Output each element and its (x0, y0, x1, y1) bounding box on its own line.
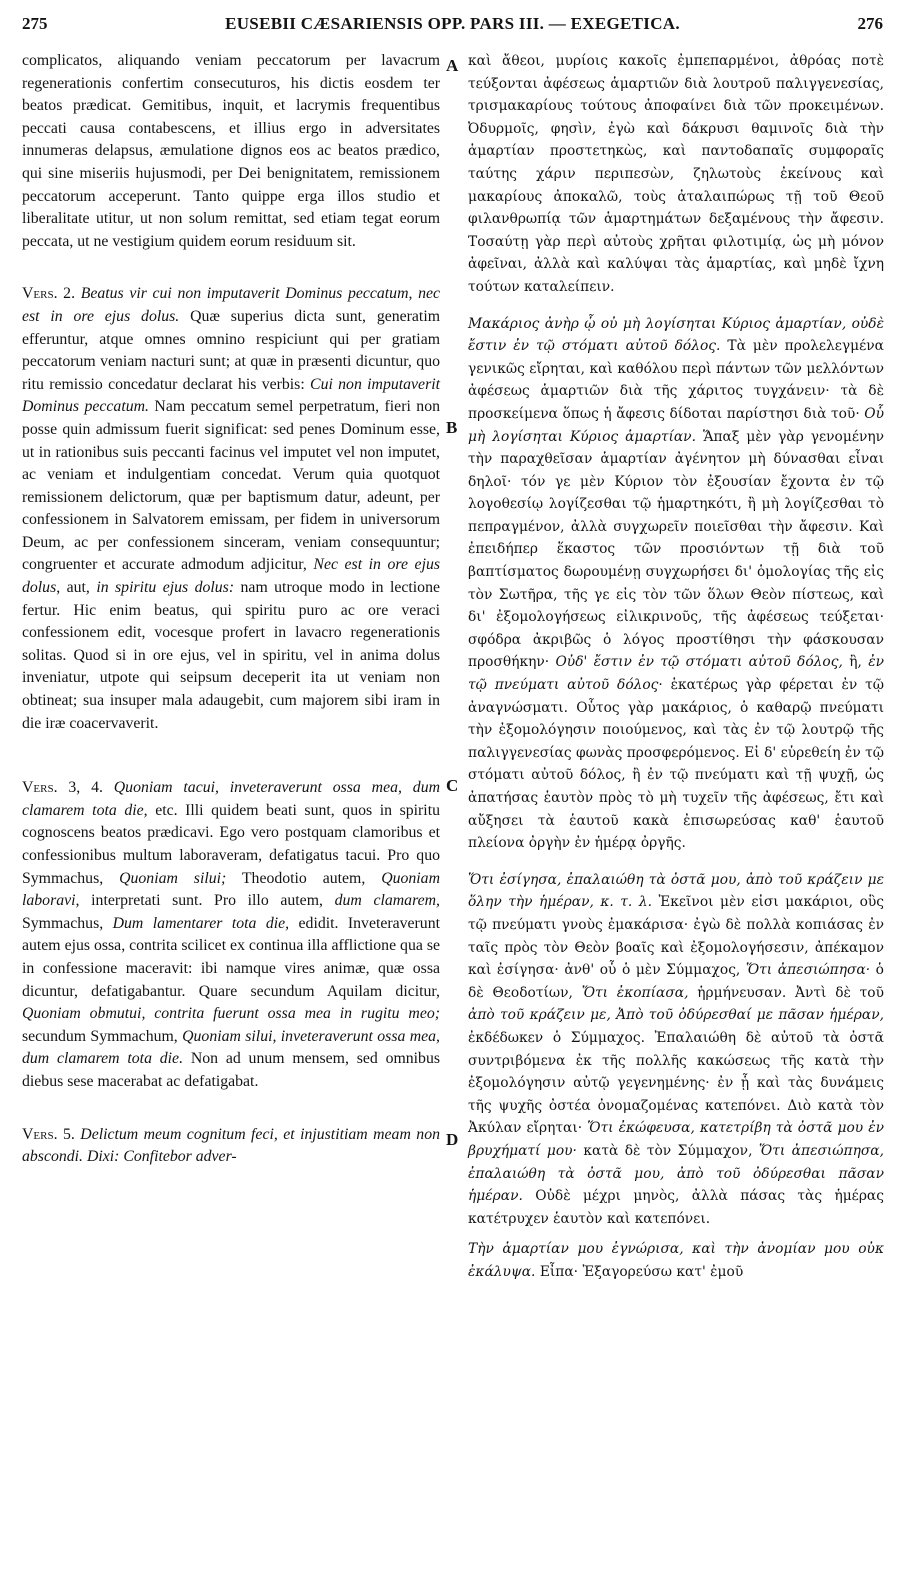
greek-quote: Ὅτι ἀπεσιώπησα· (745, 962, 871, 979)
latin-quote: Nec est in ore ejus dolus (22, 556, 441, 597)
latin-text: Non ad unum mensem, sed omnibus diebus sese macerabat ac defatigabat. (22, 1050, 440, 1090)
latin-paragraph (22, 283, 440, 735)
latin-text: edidit. Inveteraverunt autem ejus ossa, contrita scilicet ex continua illa afflictione qua se in confessione maceravit: ibi namque vires animæ, quæ ossa dicuntur, defatigabantur. Quare secundum Aquilam dicitur, (22, 914, 440, 1000)
greek-quote: Ἀπὸ τοῦ ὀδύρεσθαί με πᾶσαν ἡμέραν, (616, 1007, 885, 1024)
latin-paragraph (22, 50, 440, 253)
margin-mark-b: B (446, 418, 458, 437)
latin-column (22, 50, 440, 1169)
greek-text: καὶ ἄθεοι, μυρίοις κακοῖς ἐμπεπαρμένοι, ἀθρόας ποτὲ τεύξονται ἀφέσεως ἁμαρτιῶν διὰ λουτροῦ παλιγγενεσίας, τρισμακαρίους τούτους ἀποφαίνει διὰ τῶν προκειμένων. Ὀδυρμοῖς, φησὶν, ἐγὼ καὶ δάκρυσι θαμινοῖς διὰ τὴν ἁμαρτίαν προστετηκὼς, καὶ παντοδαπαῖς συμφοραῖς ταύτης χάριν περιπεσὼν, ζηλωτοὺς ἐκείνους καὶ μακαρίους ἀποκαλῶ, τοὺς ἀταλαιπώρως τῇ τοῦ Θεοῦ φιλανθρωπίᾳ τῶν ἁμαρτημάτων δεξαμένους τὴν ἄφεσιν. Τοσαύτῃ γὰρ περὶ αὐτοὺς χρῆται φιλοτιμίᾳ, ὡς μὴ μόνον ἀφεῖναι, ἀλλὰ καὶ καλύψαι τὰς ἁμαρτίας, καὶ μηδὲ ἴχνη τούτων καταλείπειν. (468, 53, 884, 295)
greek-quote: ἐν τῷ πνεύματι αὐτοῦ δόλος· (468, 654, 885, 694)
latin-text: secundum Symmachum, (22, 1027, 178, 1045)
latin-quote: Dum lamentarer tota die, (112, 914, 290, 932)
greek-quote: ἀπὸ τοῦ κράζειν με, (468, 1007, 611, 1024)
verse-quote-greek: Μακάριος ἀνὴρ ᾧ οὐ μὴ λογίσηται Κύριος ἁμαρτίαν, οὐδὲ ἔστιν ἐν τῷ στόματι αὐτοῦ δόλος. (468, 315, 884, 355)
verse-quote: Delictum meum cognitum feci, et injustitiam meam non abscondi. Dixi: Confitebor adver- (22, 1125, 440, 1166)
latin-quote: Quoniam laboravi, (22, 869, 440, 910)
latin-text: Quæ superius dicta sunt, generatim efferuntur, atque omnes omnino respiciunt qui per gratiam peccatorum veniam nacturi sunt; at quæ in præsenti dicuntur, quo ritu remissio concedatur declarat his verbis: (22, 307, 440, 393)
verse-quote-greek: Ὅτι ἐσίγησα, ἐπαλαιώθη τὰ ὀστᾶ μου, ἀπὸ τοῦ κράζειν με ὅλην τὴν ἡμέραν, κ. τ. λ. (468, 871, 884, 911)
latin-text: Symmachus, (22, 914, 104, 932)
running-header (22, 10, 883, 40)
greek-column (468, 50, 884, 1283)
verse-quote-greek: Τὴν ἁμαρτίαν μου ἐγνώρισα, καὶ τὴν ἀνομίαν μου οὐκ ἐκάλυψα. (468, 1241, 884, 1280)
greek-text: ἑκατέρως γὰρ φέρεται ἐν τῷ ἀναγνώσματι. Οὗτος γὰρ μακάριος, ὁ καθαρῷ πνεύματι τὴν ἐξομολόγησιν ποιούμενος, καὶ τὰς ἐν τῷ λουτρῷ τῆς παλιγγενεσίας φωνὰς προσφερόμενος. Εἰ δ' εὑρεθείη ἐν τῷ στόματι αὐτοῦ δόλος, ἢ ἐν τῷ πνεύματι καὶ τῇ ψυχῇ, ὡς ἀπατήσας ἑαυτὸν πρὸς τὸ μὴ τυχεῖν τῆς ἀφέσεως, ἔτι καὶ αὔξησει τὰ ἑαυτοῦ κακὰ ἐπισωρεύσας καθ' ἑαυτοῦ πλείονα ὀργὴν ἐν ἡμέρᾳ ὀργῆς. (468, 677, 884, 852)
latin-quote: in spiritu ejus dolus: (96, 579, 235, 597)
page-number-right: 276 (857, 14, 883, 33)
verse-label: Vers. 2. (22, 285, 76, 303)
verse-label: Vers. 3, 4. (22, 779, 103, 797)
latin-quote: dum clamarem, (334, 892, 441, 910)
greek-text: ἐκδέδωκεν ὁ Σύμμαχος. Ἐπαλαιώθη δὲ αὐτοῦ τὰ ὀστᾶ συντριβόμενα ἐκ τῆς πολλῆς κακώσεως τῆς κατὰ τὴν ἐξομολόγησιν αὐτῷ γεγενημένης· ἐν ᾗ καὶ τὰς δυνάμεις τῆς ψυχῆς ὀστέα ὀνομαζομένας κατεπόνει. Διὸ κατὰ τὸν Ἀκύλαν εἴρηται· (468, 1029, 884, 1137)
latin-text: Theodotio autem, (241, 869, 366, 887)
verse-quote: Quoniam tacui, inveteraverunt ossa mea, dum clamarem tota die, (22, 779, 440, 819)
greek-text: κατὰ δὲ τὸν Σύμμαχον, (583, 1142, 753, 1159)
greek-text: ἡρμήνευσαν. Ἀντὶ δὲ τοῦ (697, 984, 884, 1001)
greek-text: Ἅπαξ μὲν γὰρ γενομένην τὴν παραχθεῖσαν ἁμαρτίαν ἀγένητον μὴ δύνασθαι εἶναι δηλοῖ· τόν γε μὲν Κύριον τὸν ἐξουσίαν ἔχοντα ἐν τῷ λογοθεσίῳ λογίζεσθαι τῷ ἡμαρτηκότι, ἢ μὴ λογίζεσθαι τὸ πεπραγμένον, ἀλλὰ συγχωρεῖν ποιεῖσθαι τὴν ἄφεσιν. Καὶ ἐπειδήπερ ἕκαστος τῶν προσιόντων τῇ διὰ τοῦ βαπτίσματος δωρουμένῃ συγχωρήσει δι' ὁμολογίας τῆς εἰς τὸν Σωτῆρα, τῆς γε εἰς τὸν τῶν ὅλων Θεὸν πίστεως, καὶ δι' ἐξομολογήσεως εἰλικρινοῦς, τῆς ἀφέσεως τεύξεται· σφόδρα ἀκριβῶς ὁ λόγος προστίθησι τὴν φάσκουσαν προσθήκην· (468, 428, 885, 671)
latin-text: interpretati sunt. Pro illo autem, (91, 892, 323, 910)
latin-quote: Quoniam silui, inveteraverunt ossa mea, dum clamarem tota die. (22, 1027, 440, 1068)
latin-text: Nam peccatum semel perpetratum, fieri non posse quin admissum fuerit significat: sed penes Dominum esse, ut in rationibus suis peccanti facinus vel imputet vel non imputet, ac veniam et indulgentiam concedat. Verum quia quotquot remissionem delictorum, quæ per baptismum datur, adeunt, per confessionem in Salvatorem emissam, per fidem in universorum Deum, ac per confessionem sinceram, veniam consequuntur; congruenter et accurate admodum adjicitur, (22, 398, 440, 574)
latin-quote: Quoniam silui; (119, 869, 227, 887)
greek-text: ἢ, (849, 654, 862, 671)
greek-text: Τὰ μὲν προλελεγμένα γενικῶς εἴρηται, καὶ καθόλου περὶ πάντων τῶν μελλόντων ἀφέσεως ἁμαρτιῶν διὰ τῆς χάριτος τυγχάνειν· τὰ δὲ προσκείμενα ὅπως ἡ ἄφεσις δίδοται παρίστησι διὰ τοῦ· (468, 338, 884, 422)
greek-text: Εἶπα· Ἐξαγορεύσω κατ' ἐμοῦ (539, 1263, 744, 1280)
page-number-left: 275 (22, 14, 48, 33)
margin-mark-a: A (446, 56, 459, 75)
greek-paragraph (468, 1238, 884, 1283)
latin-quote: Cui non imputaverit Dominus peccatum. (22, 375, 440, 416)
greek-quote: Οὐδ' ἔστιν ἐν τῷ στόματι αὐτοῦ δόλος, (555, 654, 843, 671)
latin-text: , aut, (56, 579, 90, 597)
greek-paragraph (468, 869, 884, 1231)
latin-text: nam utroque modo in lectione fertur. Hic enim beatus, qui spiritu puro ac ore veraci confessionem edit, vocesque profert in lavacro regenerationis solitas. Quod si in ore ejus, vel in spiritu, vel in anima dolus inveniatur, utpote qui seipsum deceperit ita ut veniam non obtineat; sua insuper mala adaugebit, cum majorem sibi iram in die iræ coacervaverit. (22, 579, 440, 732)
greek-paragraph (468, 313, 884, 855)
greek-text: Ἐκεῖνοι μὲν εἰσι μακάριοι, οὓς τῷ πνεύματι γνοὺς ἐμακάρισα· ἐγὼ δὲ πολλὰ κοπιάσας ἐν ταῖς πρὸς τὸν Θεὸν βοαῖς καὶ ἐξομολογήσεσιν, ἀπέκαμον καὶ ἐσίγησα· ἀνθ' οὗ ὁ μὲν Σύμμαχος, (468, 894, 884, 979)
verse-quote: Beatus vir cui non imputaverit Dominus peccatum, nec est in ore ejus dolus. (22, 285, 441, 325)
latin-paragraph (22, 1124, 440, 1169)
greek-quote: Ὅτι ἐκοπίασα, (581, 984, 689, 1001)
latin-paragraph (22, 777, 440, 1093)
greek-quote: Οὗ μὴ λογίσηται Κύριος ἁμαρτίαν. (468, 405, 884, 445)
verse-label: Vers. 5. (22, 1125, 75, 1143)
latin-quote: Quoniam obmutui, contrita fuerunt ossa mea in rugitu meo; (22, 1005, 440, 1023)
margin-mark-d: D (446, 1130, 459, 1149)
greek-quote: Ὅτι ἐκώφευσα, κατετρίβη τὰ ὀστᾶ μου ἐν βρυχήματί μου· (468, 1120, 884, 1159)
latin-text: etc. Illi quidem beati sunt, quos in spiritu cognoscens beatos prædicavi. Ego vero postquam clamoribus et confessionibus multum laboraveram, defatigatus tacui. Pro quo Symmachus, (22, 801, 440, 887)
greek-text: ὁ δὲ Θεοδοτίων, (468, 962, 884, 1001)
margin-mark-c: C (446, 776, 459, 795)
running-title: EUSEBII CÆSARIENSIS OPP. PARS III. — EXEGETICA. (225, 14, 680, 33)
greek-paragraph (468, 50, 884, 299)
latin-text: complicatos, aliquando veniam peccatorum per lavacrum regenerationis confertim consecuturos, his dictis eosdem ter beatos prædicat. Gemitibus, inquit, et lacrymis frequentibus peccati causa contabescens, et illius ergo in adversitates innumeras delapsus, æmulatione dignos eos ac beatos prædico, qui sine miseriis hujusmodi, per Dei benignitatem, remissionem peccatorum acceperunt. Tanto quippe erga illos studio et liberalitate utitur, ut non solum remittat, sed etiam tegat eorum peccata, ut ne vestigium quidem eorum residuum sit. (22, 52, 440, 250)
greek-quote: Ὅτι ἀπεσιώπησα, ἐπαλαιώθη τὰ ὀστᾶ μου, ἀπὸ τοῦ ὀδύρεσθαι πᾶσαν ἡμέραν. (468, 1142, 885, 1205)
greek-text: Οὐδὲ μέχρι μηνὸς, ἀλλὰ πάσας τὰς ἡμέρας κατέτρυχεν ἑαυτὸν καὶ κατεπόνει. (468, 1188, 884, 1227)
